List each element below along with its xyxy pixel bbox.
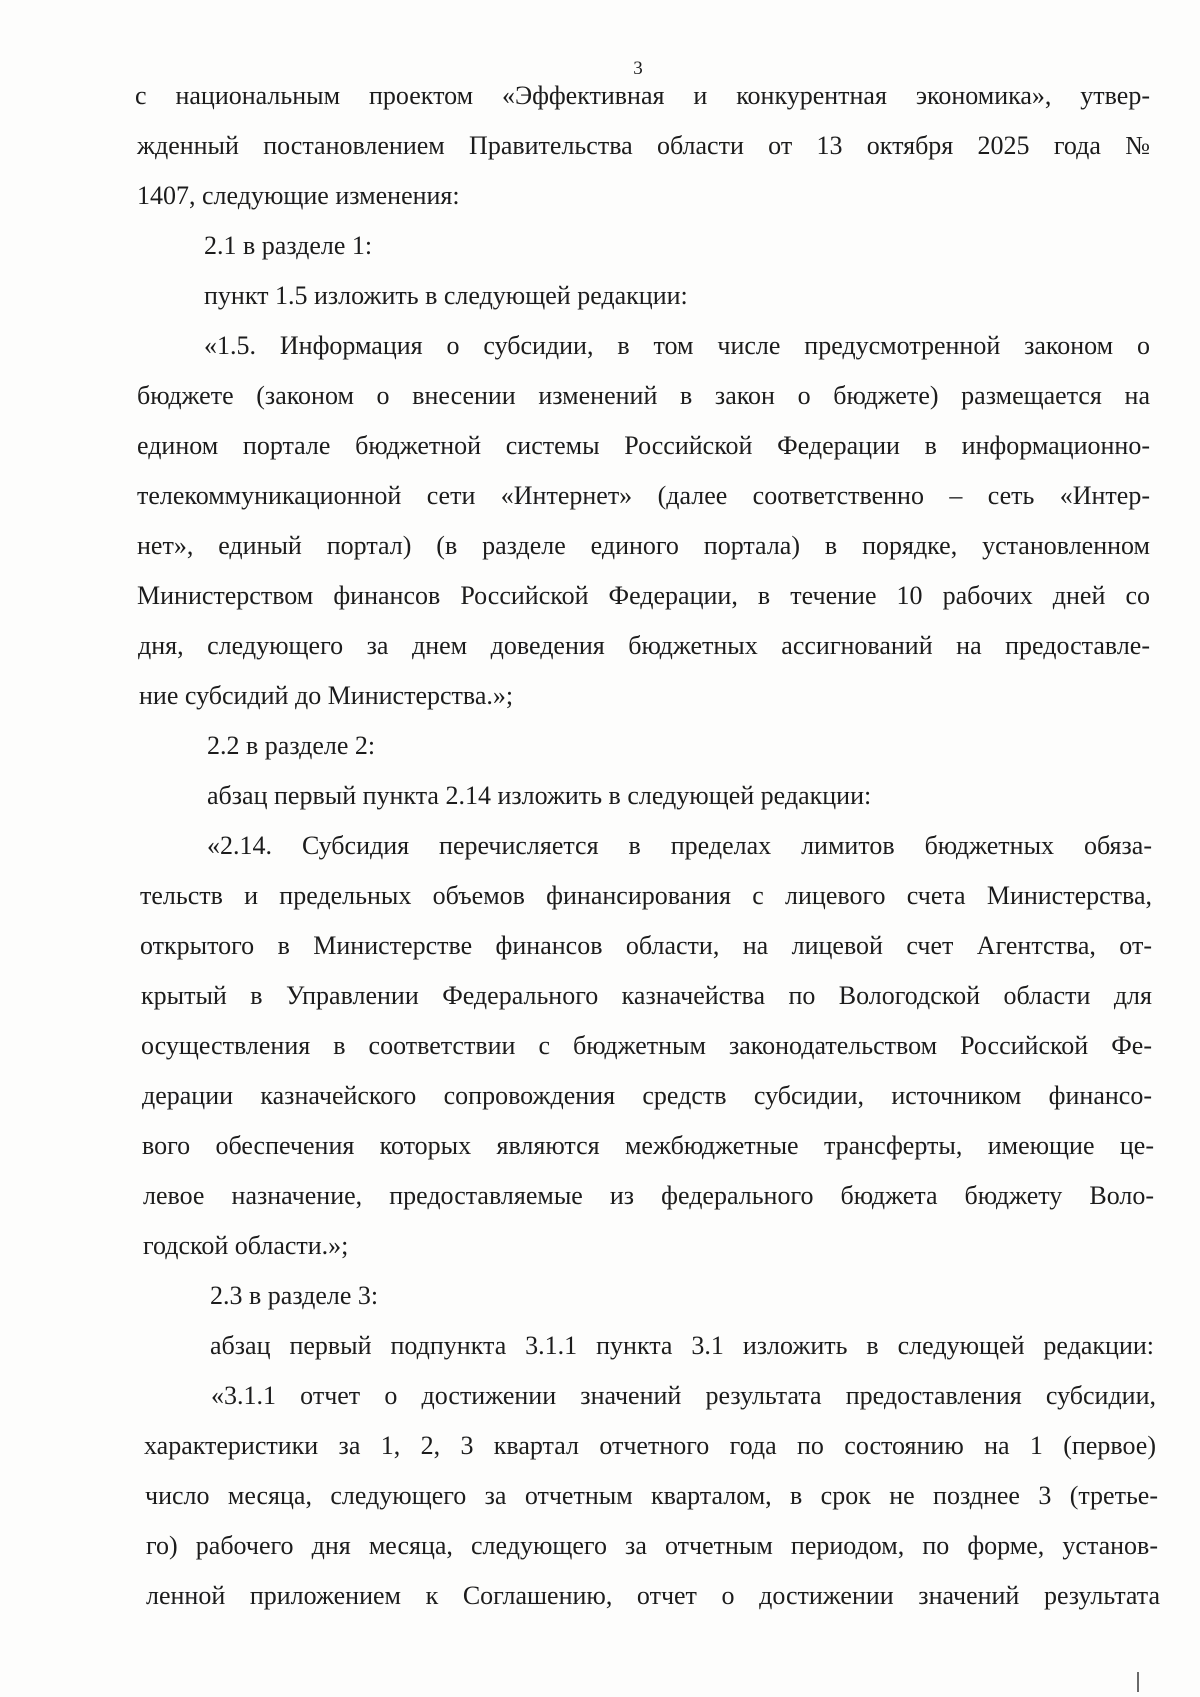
text-line: ленной приложением к Соглашению, отчет о достижении значений результата [146, 1581, 1160, 1610]
text-line: жденный постановлением Правительства области от 13 октября 2025 года № [137, 131, 1150, 160]
text-line: открытого в Министерстве финансов области, на лицевой счет Агентства, от- [140, 931, 1152, 960]
text-line: характеристики за 1, 2, 3 квартал отчетного года по состоянию на 1 (первое) [144, 1431, 1156, 1460]
text-line: «3.1.1 отчет о достижении значений результата предоставления субсидии, [211, 1381, 1156, 1410]
text-line: «1.5. Информация о субсидии, в том числе предусмотренной законом о [204, 331, 1150, 360]
text-line: тельств и предельных объемов финансирования с лицевого счета Министерства, [140, 881, 1152, 910]
text-line: 2.3 в разделе 3: [210, 1281, 379, 1310]
scan-margin-mark [1137, 1672, 1139, 1692]
text-line: ние субсидий до Министерства.»; [139, 681, 514, 710]
text-line: 2.2 в разделе 2: [207, 731, 376, 760]
text-line: 1407, следующие изменения: [137, 181, 460, 210]
text-line: «2.14. Субсидия перечисляется в пределах лимитов бюджетных обяза- [207, 831, 1152, 860]
text-line: 2.1 в разделе 1: [204, 231, 373, 260]
text-line: осуществления в соответствии с бюджетным законодательством Российской Фе- [141, 1031, 1152, 1060]
text-line: дерации казначейского сопровождения средств субсидии, источником финансо- [142, 1081, 1152, 1110]
text-line: вого обеспечения которых являются межбюджетные трансферты, имеющие це- [142, 1131, 1154, 1160]
text-line: абзац первый пункта 2.14 изложить в следующей редакции: [207, 781, 872, 810]
text-line: левое назначение, предоставляемые из федерального бюджета бюджету Воло- [143, 1181, 1154, 1210]
text-line: бюджете (законом о внесении изменений в закон о бюджете) размещается на [137, 381, 1150, 410]
text-line: годской области.»; [143, 1231, 349, 1260]
text-line: едином портале бюджетной системы Российской Федерации в информационно- [137, 431, 1150, 460]
text-line: пункт 1.5 изложить в следующей редакции: [204, 281, 688, 310]
text-line: абзац первый подпункта 3.1.1 пункта 3.1 изложить в следующей редакции: [210, 1331, 1154, 1360]
text-line: го) рабочего дня месяца, следующего за отчетным периодом, по форме, установ- [146, 1531, 1158, 1560]
text-line: крытый в Управлении Федерального казначейства по Вологодской области для [141, 981, 1152, 1010]
text-line: телекоммуникационной сети «Интернет» (далее соответственно – сеть «Интер- [137, 481, 1150, 510]
text-line: Министерством финансов Российской Федерации, в течение 10 рабочих дней со [137, 581, 1150, 610]
text-line: дня, следующего за днем доведения бюджетных ассигнований на предоставле- [138, 631, 1150, 660]
text-line: нет», единый портал) (в разделе единого портала) в порядке, установленном [137, 531, 1150, 560]
page-number: 3 [633, 58, 643, 79]
text-line: с национальным проектом «Эффективная и конкурентная экономика», утвер- [135, 81, 1150, 110]
text-line: число месяца, следующего за отчетным кварталом, в срок не позднее 3 (третье- [145, 1481, 1158, 1510]
